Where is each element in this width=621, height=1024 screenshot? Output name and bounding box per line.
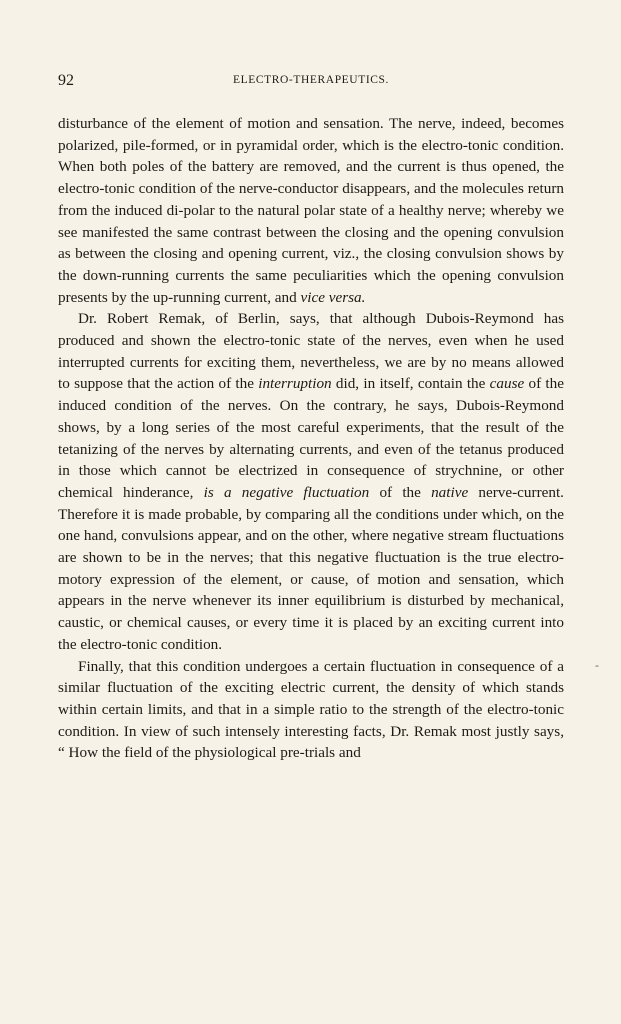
running-title: ELECTRO-THERAPEUTICS. [232,74,390,86]
paragraph-2-text-d: of the [369,483,432,501]
paragraph-2 [58,308,564,655]
paragraph-2-text-b: did, in itself, contain the [331,375,490,393]
margin-mark: ‐ [595,658,599,672]
paragraph-2-italic-negative-fluctuation: is a negative fluctuation [203,483,370,501]
body-text [58,113,564,764]
paragraph-2-italic-interruption: interruption [258,375,332,393]
paragraph-2-text-e: nerve-current. Therefore it is made probable, by comparing all the conditions under which, on the one hand, convulsions appear, and on the other, where negative stream fluctuations are shown to be in the nerves; that this negative fluctuation is the true electro-motory expression of the element, or cause, of motion and sensation, which appears in the nerve whenever its inner equilibrium is disturbed by mechanical, caustic, or chemical causes, or every time it is placed by an exciting current into the electro-tonic condition. [58,483,564,653]
paragraph-3 [58,656,564,765]
page-number: 92 [58,72,74,89]
paragraph-2-text-c: of the induced condition of the nerves. On the contrary, he says, Dubois-Reymond shows, by a long series of the most careful experiments, that the result of the tetanizing of the nerves by alternating currents, and even of the tetanus produced in those which cannot be electrized in consequence of strychnine, or other chemical hinderance, [58,375,564,501]
paragraph-1-text: disturbance of the element of motion and sensation. The nerve, indeed, becomes polarized, pile-formed, or in pyramidal order, which is the electro-tonic condition. When both poles of the battery are removed, and the current is thus opened, the electro-tonic condition of the nerve-conductor disappears, and the molecules return from the induced di-polar to the natural polar state of a healthy nerve; whereby we see manifested the same contrast between the closing and the opening convulsion as between the closing and opening current, viz., the closing convulsion shows by the down-running currents the same peculiarities which the opening convulsion presents by the up-running current, and [58,115,564,306]
paragraph-2-italic-cause: cause [489,375,525,393]
paragraph-3-text: Finally, that this condition undergoes a certain fluctuation in consequence of a similar fluctuation of the exciting electric current, the density of which stands within certain limits, and that in a simple ratio to the strength of the electro-tonic condition. In view of such intensely interesting facts, Dr. Remak most justly says, “ How the field of the physiological pre-trials and [58,657,564,762]
paragraph-2-italic-native: native [431,483,469,501]
paragraph-1 [58,113,564,308]
paragraph-1-italic-vice-versa: vice versa. [300,288,366,306]
paragraph-2-text-a: Dr. Robert Remak, of Berlin, says, that although Dubois-Reymond has produced and shown the electro-tonic state of the nerves, even when he used interrupted currents for exciting them, nevertheless, we are by no means allowed to suppose that the action of the [58,310,564,393]
page-header [58,72,564,94]
